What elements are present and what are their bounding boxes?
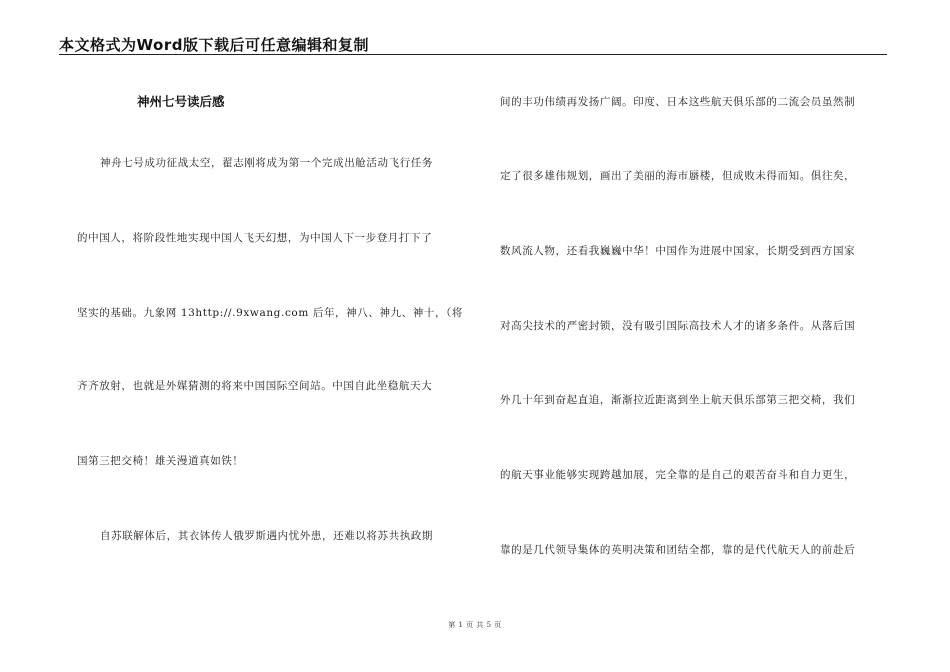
document-title: 神州七号读后感 xyxy=(137,94,225,109)
right-line-3: 数风流人物，还看我巍巍中华！中国作为进展中国家，长期受到西方国家 xyxy=(500,245,856,257)
right-line-4: 对高尖技术的严密封锁，没有吸引国际高技术人才的诸多条件。从落后国 xyxy=(500,320,856,332)
page-header xyxy=(59,30,887,55)
left-line-5: 国第三把交椅！雄关漫道真如铁！ xyxy=(77,455,244,467)
header-title: 本文格式为Word版下载后可任意编辑和复制 xyxy=(59,36,369,54)
page-footer: 第 1 页 共 5 页 xyxy=(448,621,502,629)
right-line-5: 外几十年到奋起直追，渐渐拉近距离到坐上航天俱乐部第三把交椅，我们 xyxy=(500,394,856,406)
right-line-2: 定了很多雄伟规划，画出了美丽的海市蜃楼，但成败未得而知。俱往矣， xyxy=(500,170,856,182)
left-line-6: 自苏联解体后，其衣钵传人俄罗斯遇内忧外患，还难以将苏共执政期 xyxy=(100,530,433,542)
left-line-1: 神舟七号成功征战太空，翟志刚将成为第一个完成出舱活动飞行任务 xyxy=(100,157,433,169)
right-line-1: 间的丰功伟绩再发扬广阔。印度、日本这些航天俱乐部的二流会员虽然制 xyxy=(500,96,856,108)
left-line-4: 齐齐放射，也就是外媒猜测的将来中国国际空间站。中国自此坐稳航天大 xyxy=(77,380,433,392)
right-line-7: 靠的是几代领导集体的英明决策和团结全都，靠的是代代航天人的前赴后 xyxy=(500,544,856,556)
right-line-6: 的航天事业能够实现跨越加展，完全靠的是自己的艰苦奋斗和自力更生， xyxy=(500,469,856,481)
left-line-2: 的中国人，将阶段性地实现中国人飞天幻想，为中国人下一步登月打下了 xyxy=(77,232,433,244)
left-line-3: 坚实的基础。九象网 13http://.9xwang.com 后年，神八、神九、神十，（将 xyxy=(77,307,463,319)
